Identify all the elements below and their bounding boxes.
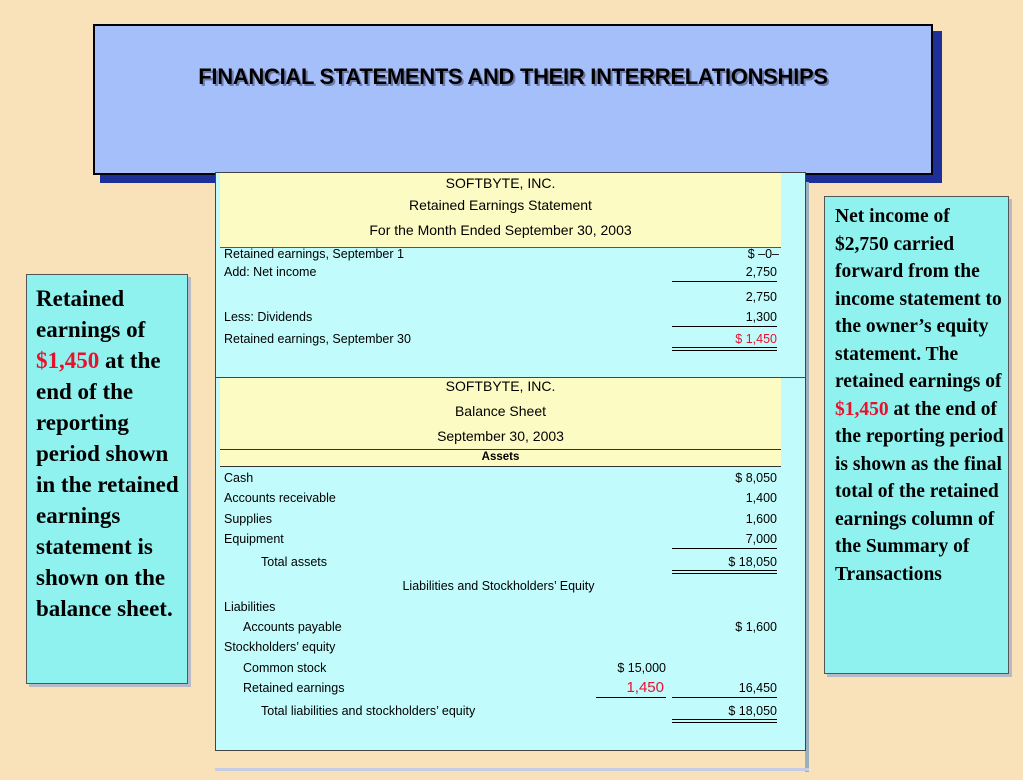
retained-earnings-label: Retained earnings bbox=[243, 681, 345, 695]
beginning-value: $ –0– bbox=[747, 247, 779, 261]
double-underline bbox=[672, 573, 777, 574]
right-note-text: at the end of the reporting period is shown as the final total of the retained earnings column of the Summary of Transactions bbox=[835, 398, 1004, 585]
total-liabilities-equity-value: $ 18,050 bbox=[728, 704, 777, 718]
asset-label: Accounts receivable bbox=[224, 491, 336, 505]
left-note-text: at the end of the reporting period shown in the retained earnings statement is shown on the balance sheet. bbox=[36, 348, 179, 621]
underline bbox=[596, 697, 666, 698]
statement-period: For the Month Ended September 30, 2003 bbox=[369, 222, 632, 238]
right-note-text: Net income of $2,750 carried forward from the income statement to the owner’s equity statement. The retained earnings of bbox=[835, 206, 1002, 392]
equity-label: Stockholders’ equity bbox=[224, 640, 336, 654]
double-underline bbox=[672, 350, 777, 351]
company-name: SOFTBYTE, INC. bbox=[445, 175, 556, 191]
asset-value: 7,000 bbox=[745, 532, 777, 546]
equity-total-value: 16,450 bbox=[738, 681, 777, 695]
asset-label: Cash bbox=[224, 471, 254, 485]
accounts-payable-label: Accounts payable bbox=[243, 620, 342, 634]
asset-value: $ 8,050 bbox=[735, 471, 777, 485]
asset-value: 1,600 bbox=[745, 512, 777, 526]
balance-sheet-header bbox=[220, 378, 781, 449]
asset-label: Equipment bbox=[224, 532, 284, 546]
double-underline bbox=[672, 719, 777, 720]
underline bbox=[672, 281, 777, 282]
statement-date: September 30, 2003 bbox=[437, 428, 564, 444]
accounts-payable-value: $ 1,600 bbox=[735, 620, 777, 634]
title-box bbox=[93, 24, 933, 175]
total-liabilities-equity-label: Total liabilities and stockholders’ equity bbox=[261, 704, 476, 718]
retained-earnings-value: 1,450 bbox=[626, 679, 664, 696]
right-note-highlight: $1,450 bbox=[835, 398, 889, 420]
ending-label: Retained earnings, September 30 bbox=[224, 332, 411, 346]
dividends-label: Less: Dividends bbox=[224, 310, 313, 324]
liabilities-label: Liabilities bbox=[224, 600, 276, 614]
statement-name: Retained Earnings Statement bbox=[409, 197, 592, 213]
asset-value: 1,400 bbox=[745, 491, 777, 505]
assets-heading-bar bbox=[220, 449, 781, 467]
statement-base bbox=[215, 768, 809, 771]
double-underline bbox=[672, 722, 777, 723]
ending-value: $ 1,450 bbox=[735, 332, 777, 346]
common-stock-value: $ 15,000 bbox=[617, 661, 666, 675]
common-stock-label: Common stock bbox=[243, 661, 327, 675]
left-note bbox=[26, 274, 188, 684]
subtotal-value: 2,750 bbox=[745, 290, 777, 304]
balance-sheet bbox=[215, 377, 806, 751]
statement-name: Balance Sheet bbox=[454, 403, 547, 419]
underline bbox=[672, 326, 777, 327]
double-underline bbox=[672, 570, 777, 571]
total-assets-value: $ 18,050 bbox=[728, 555, 777, 569]
company-name: SOFTBYTE, INC. bbox=[445, 378, 556, 394]
left-note-text: Retained earnings of bbox=[36, 286, 146, 342]
page-title: FINANCIAL STATEMENTS AND THEIR INTERRELATIONSHIPS bbox=[198, 64, 828, 89]
underline bbox=[672, 697, 777, 698]
retained-earnings-statement bbox=[215, 172, 806, 380]
asset-label: Supplies bbox=[224, 512, 272, 526]
net-income-value: 2,750 bbox=[745, 265, 777, 279]
net-income-label: Add: Net income bbox=[224, 265, 317, 279]
double-underline bbox=[672, 347, 777, 348]
left-note-highlight: $1,450 bbox=[36, 348, 100, 373]
underline bbox=[672, 548, 777, 549]
dividends-value: 1,300 bbox=[745, 310, 777, 324]
beginning-label: Retained earnings, September 1 bbox=[224, 247, 404, 261]
statement-header bbox=[220, 173, 781, 248]
right-note bbox=[824, 196, 1009, 674]
assets-heading: Assets bbox=[481, 451, 520, 463]
total-assets-label: Total assets bbox=[261, 555, 328, 569]
liabilities-equity-heading: Liabilities and Stockholders’ Equity bbox=[402, 579, 595, 593]
